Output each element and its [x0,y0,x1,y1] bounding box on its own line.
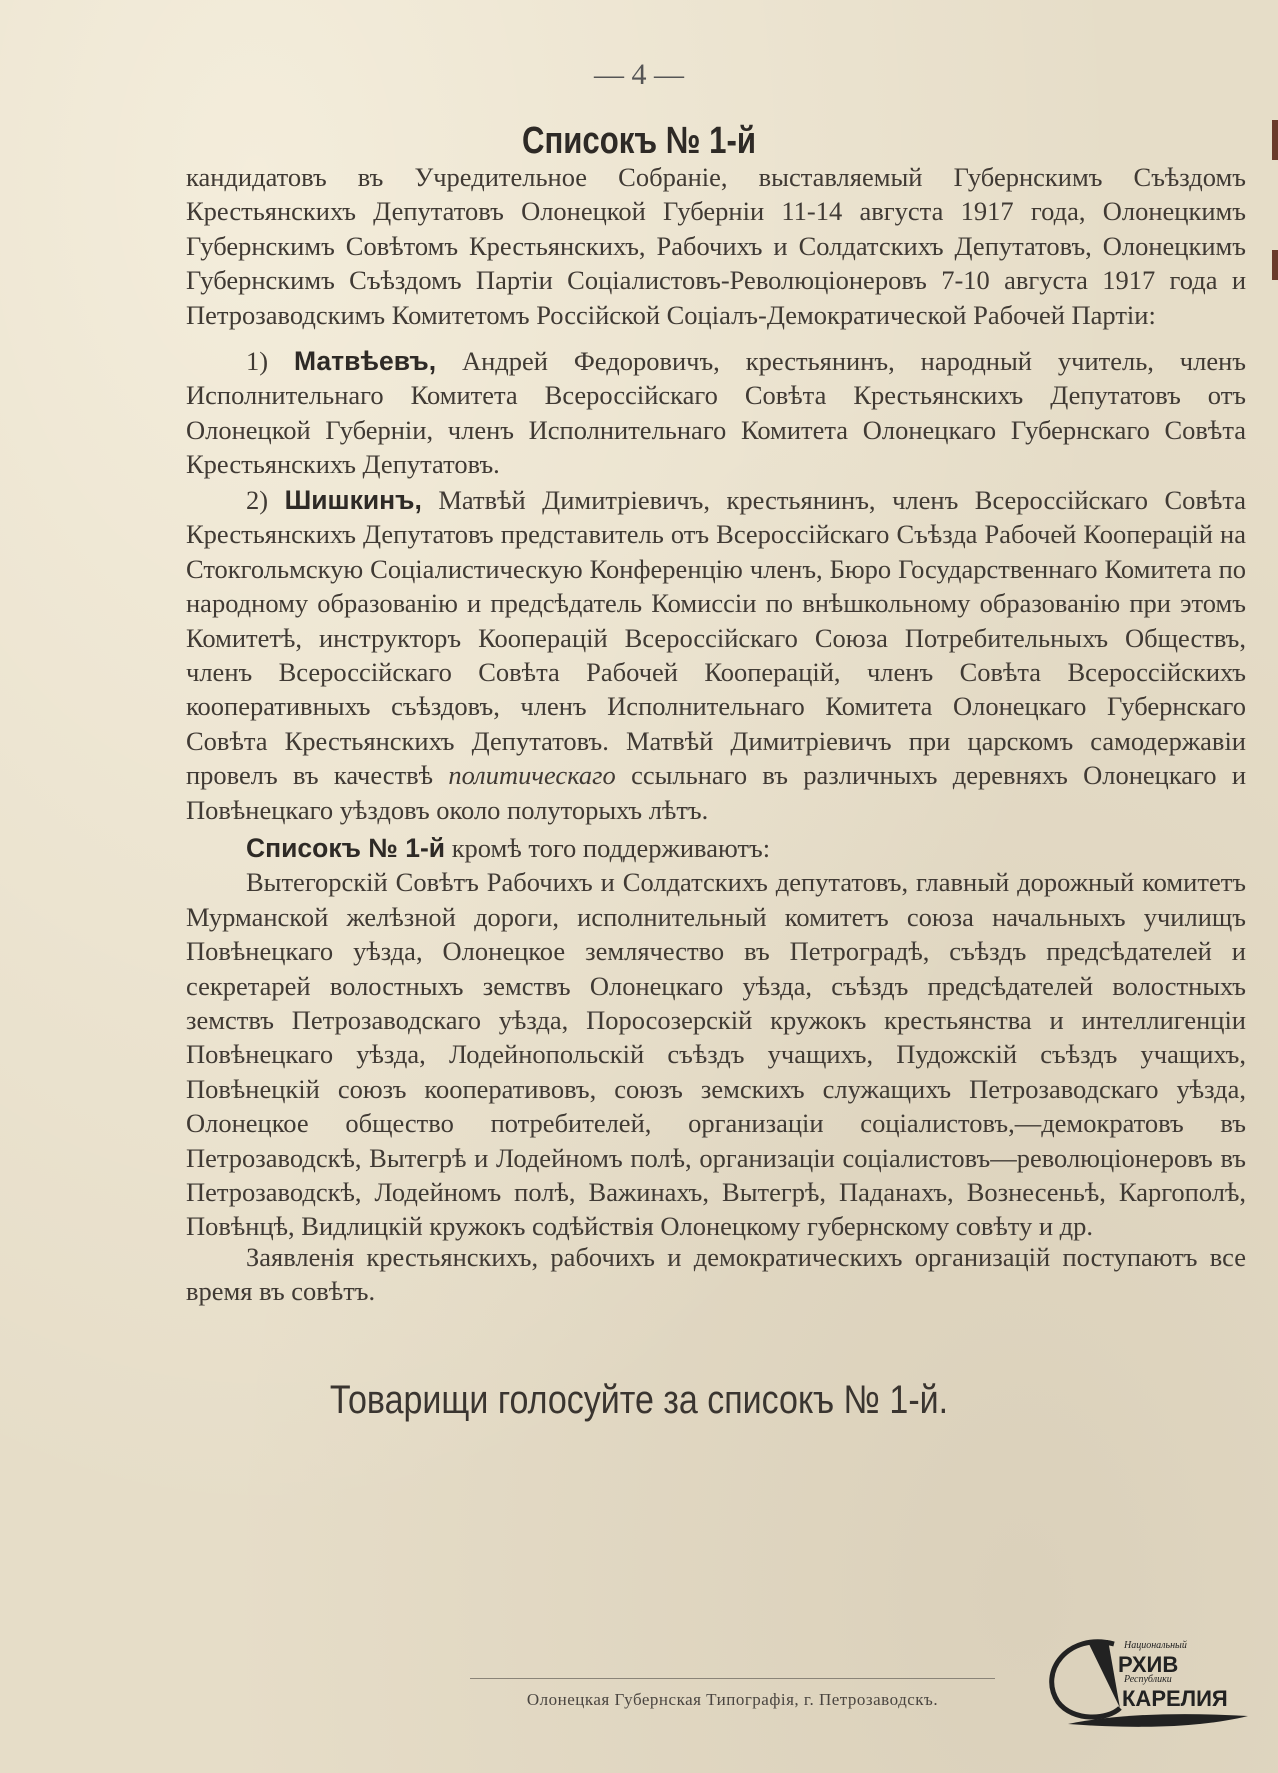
candidate-1-paragraph [186,344,1246,482]
slogan: Товарищи голосуйте за списокъ № 1-й. [329,1378,949,1422]
candidate-2-text [186,483,1246,827]
candidate-2-description: Матвѣй Димитріевичъ, крестьянинъ, членъ Всероссійскаго Совѣта Крестьянскихъ Депутатовъ представитель отъ Всероссійскаго Съѣзда Рабочей Кооперацій на Стокгольмскую Соціалистическую Конференцію членъ, Бюро Государственнаго Комитета по народному образованію и предсѣдатель Комиссіи по внѣшкольному образованію при этомъ Комитетѣ, инструкторъ Кооперацій Всероссійскаго Союза Потребительныхъ Обществъ, членъ Всероссійскаго Совѣта Рабочей Кооперацій, членъ Совѣта Всероссійскихъ кооперативныхъ съѣздовъ, членъ Исполнительнаго Комитета Олонецкаго Губернскаго Совѣта Крестьянскихъ Депутатовъ. Матвѣй Димитріевичъ при царскомъ самодержавіи провелъ въ качествѣ [186,485,1246,791]
support-lead-rest: кромѣ того поддерживаютъ: [445,833,771,863]
stamp-karelia: КАРЕЛИЯ [1122,1686,1228,1711]
printer-imprint: Олонецкая Губернская Типографія, г. Петрозаводскъ. [526,1690,939,1709]
support-paragraph [186,831,1246,1244]
candidate-1-text [186,344,1246,482]
statements-text: Заявленія крестьянскихъ, рабочихъ и демократическихъ организацій поступаютъ все время въ совѣтъ. [186,1242,1246,1307]
candidate-2-description-end: ссыльнаго въ различныхъ деревняхъ Олонецкаго и Повѣнецкаго уѣздовъ около полуторыхъ лѣтъ. [186,760,1246,825]
intro-paragraph: кандидатовъ въ Учредительное Собраніе, выставляемый Губернскимъ Съѣздомъ Крестьянскихъ Депутатовъ Олонецкой Губерніи 11-14 августа 1917 года, Олонецкимъ Губернскимъ Совѣтомъ Крестьянскихъ, Рабочихъ и Солдатскихъ Депутатовъ, Олонецкимъ Губернскимъ Съѣздомъ Партіи Соціалистовъ-Революціонеровъ 7-10 августа 1917 года и Петрозаводскимъ Комитетомъ Россійской Соціалъ-Демократической Рабочей Партіи: [186,162,1246,330]
stamp-republic: Республики [1124,1674,1172,1685]
footer-divider [470,1678,995,1679]
list-heading: Списокъ № 1-й [521,120,757,162]
stamp-national: Национальный [1124,1640,1187,1651]
candidate-1-description: Андрей Федоровичъ, крестьянинъ, народный учитель, членъ Исполнительнаго Комитета Всероссійскаго Совѣта Крестьянскихъ Депутатовъ отъ Олонецкой Губерніи, членъ Исполнительнаго Комитета Олонецкаго Губернскаго Совѣта Крестьянскихъ Депутатовъ. [186,346,1247,480]
support-text: Вытегорскій Совѣтъ Рабочихъ и Солдатскихъ депутатовъ, главный дорожный комитетъ Мурманской желѣзной дороги, исполнительный комитетъ союза начальныхъ училищъ Повѣнецкаго уѣзда, Олонецкое землячество въ Петроградѣ, съѣздъ предсѣдателей и секретарей волостныхъ земствъ Олонецкаго уѣзда, съѣздъ предсѣдателей волостныхъ земствъ Петрозаводскаго уѣзда, Поросозерскій кружокъ крестьянства и интеллигенціи Повѣнецкаго уѣзда, Лодейнопольскій съѣздъ учащихъ, Пудожскій съѣздъ учащихъ, Повѣнецкій союзъ кооперативовъ, союзъ земскихъ служащихъ Петрозаводскаго уѣзда, Олонецкое общество потребителей, организаціи соціалистовъ,—демократовъ въ Петрозаводскѣ, Вытегрѣ и Лодейномъ полѣ, организаціи соціалистовъ—революціонеровъ въ Петрозаводскѣ, Лодейномъ полѣ, Важинахъ, Вытегрѣ, Паданахъ, Вознесеньѣ, Каргополѣ, Повѣнцѣ, Видлицкій кружокъ содѣйствія Олонецкому губернскому совѣту и др. [186,867,1246,1242]
candidate-1-surname: Матвѣевъ, [293,346,437,376]
candidate-2-surname: Шишкинъ, [284,485,422,515]
page-edge-mark [1272,120,1278,160]
page-number: — 4 — [594,58,684,91]
candidate-1-number: 1) [246,346,269,376]
support-lead-line [186,831,1246,865]
candidate-2-paragraph [186,483,1246,827]
archive-stamp [1028,1612,1258,1732]
statements-paragraph [186,1240,1246,1309]
candidate-2-number: 2) [246,485,269,515]
page-edge-mark [1272,250,1278,280]
stamp-archive: РХИВ [1118,1652,1179,1677]
candidate-2-italic-word: политическаго [448,760,616,791]
support-lead: Списокъ № 1-й [246,833,446,863]
